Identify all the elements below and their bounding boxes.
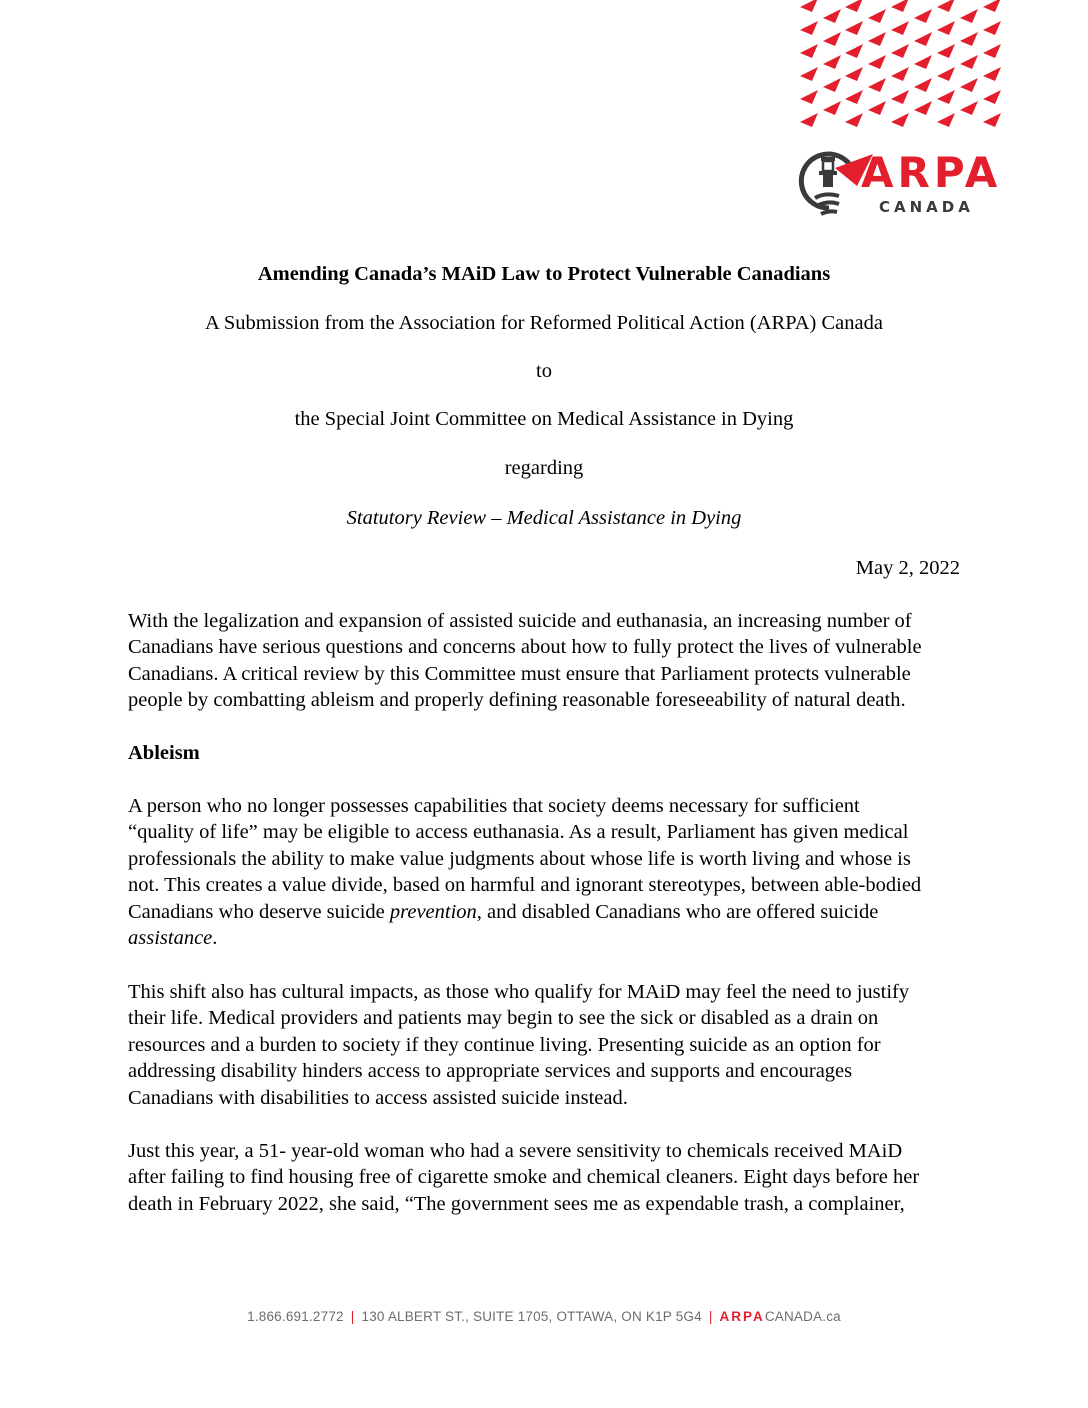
document-date: May 2, 2022 [855, 557, 960, 579]
text-line: Canadians with disabilities to access assisted suicide instead. [128, 1086, 628, 1109]
red-triangle-pattern-icon [790, 0, 1010, 130]
regarding-line: regarding [504, 457, 584, 479]
footer-address: 130 ALBERT ST., SUITE 1705, OTTAWA, ON K1P 5G4 [361, 1309, 702, 1324]
text-line: resources and a burden to society if they continue living. Presenting suicide as an option for [128, 1033, 881, 1056]
committee-line: the Special Joint Committee on Medical Assistance in Dying [294, 408, 794, 430]
text-line [128, 899, 968, 925]
text-line: professionals the ability to make value judgments about whose life is worth living and whose is [128, 847, 911, 870]
logo-brand-text: ARPA [861, 148, 1002, 197]
arpa-canada-logo [795, 140, 1010, 225]
ableism-paragraph-2 [128, 979, 968, 1111]
intro-paragraph [128, 608, 968, 714]
text-line: “quality of life” may be eligible to access euthanasia. As a result, Parliament has given medical [128, 821, 909, 844]
page-footer [0, 1309, 1088, 1324]
text-line: Just this year, a 51- year-old woman who had a severe sensitivity to chemicals received MAiD [128, 1140, 903, 1162]
emphasis-prevention: prevention [389, 900, 477, 923]
footer-separator: | [350, 1309, 355, 1324]
text-line: Canadians have serious questions and concerns about how to fully protect the lives of vulnerable [128, 636, 922, 659]
text-run: , and disabled Canadians who are offered suicide [476, 900, 879, 923]
ableism-paragraph-3 [128, 1138, 968, 1217]
ableism-paragraph-1 [128, 793, 968, 951]
section-heading-ableism: Ableism [128, 742, 200, 764]
footer-site-rest: CANADA.ca [764, 1309, 841, 1324]
document-title: Amending Canada’s MAiD Law to Protect Vulnerable Canadians [257, 263, 831, 285]
logo-sub-text: CANADA [879, 198, 974, 216]
text-run: . [212, 927, 218, 950]
text-line: addressing disability hinders access to appropriate services and supports and encourages [128, 1060, 853, 1083]
emphasis-assistance: assistance [128, 927, 213, 950]
text-line [128, 925, 968, 951]
text-line: This shift also has cultural impacts, as those who qualify for MAiD may feel the need to justify [128, 981, 910, 1003]
submission-line: A Submission from the Association for Reformed Political Action (ARPA) Canada [205, 312, 883, 334]
text-line: their life. Medical providers and patients may begin to see the sick or disabled as a drain on [128, 1007, 879, 1030]
text-line: A person who no longer possesses capabilities that society deems necessary for sufficient [128, 795, 860, 817]
review-title: Statutory Review – Medical Assistance in Dying [346, 507, 742, 529]
footer-separator: | [708, 1309, 713, 1324]
text-line: not. This creates a value divide, based on harmful and ignorant stereotypes, between able-bodied [128, 874, 922, 897]
text-line: With the legalization and expansion of assisted suicide and euthanasia, an increasing number of [128, 610, 912, 632]
text-run: Canadians who deserve suicide [128, 900, 390, 923]
text-line: Canadians. A critical review by this Committee must ensure that Parliament protects vulnerable [128, 662, 911, 685]
text-line: people by combatting ableism and properly defining reasonable foreseeability of natural death. [128, 689, 906, 712]
footer-phone: 1.866.691.2772 [247, 1309, 344, 1324]
footer-website-link[interactable] [720, 1309, 841, 1324]
text-line: death in February 2022, she said, “The government sees me as expendable trash, a complainer, [128, 1192, 905, 1215]
text-line: after failing to find housing free of cigarette smoke and chemical cleaners. Eight days before her [128, 1166, 920, 1189]
footer-site-brand: ARPA [719, 1309, 765, 1324]
to-line: to [536, 360, 552, 382]
